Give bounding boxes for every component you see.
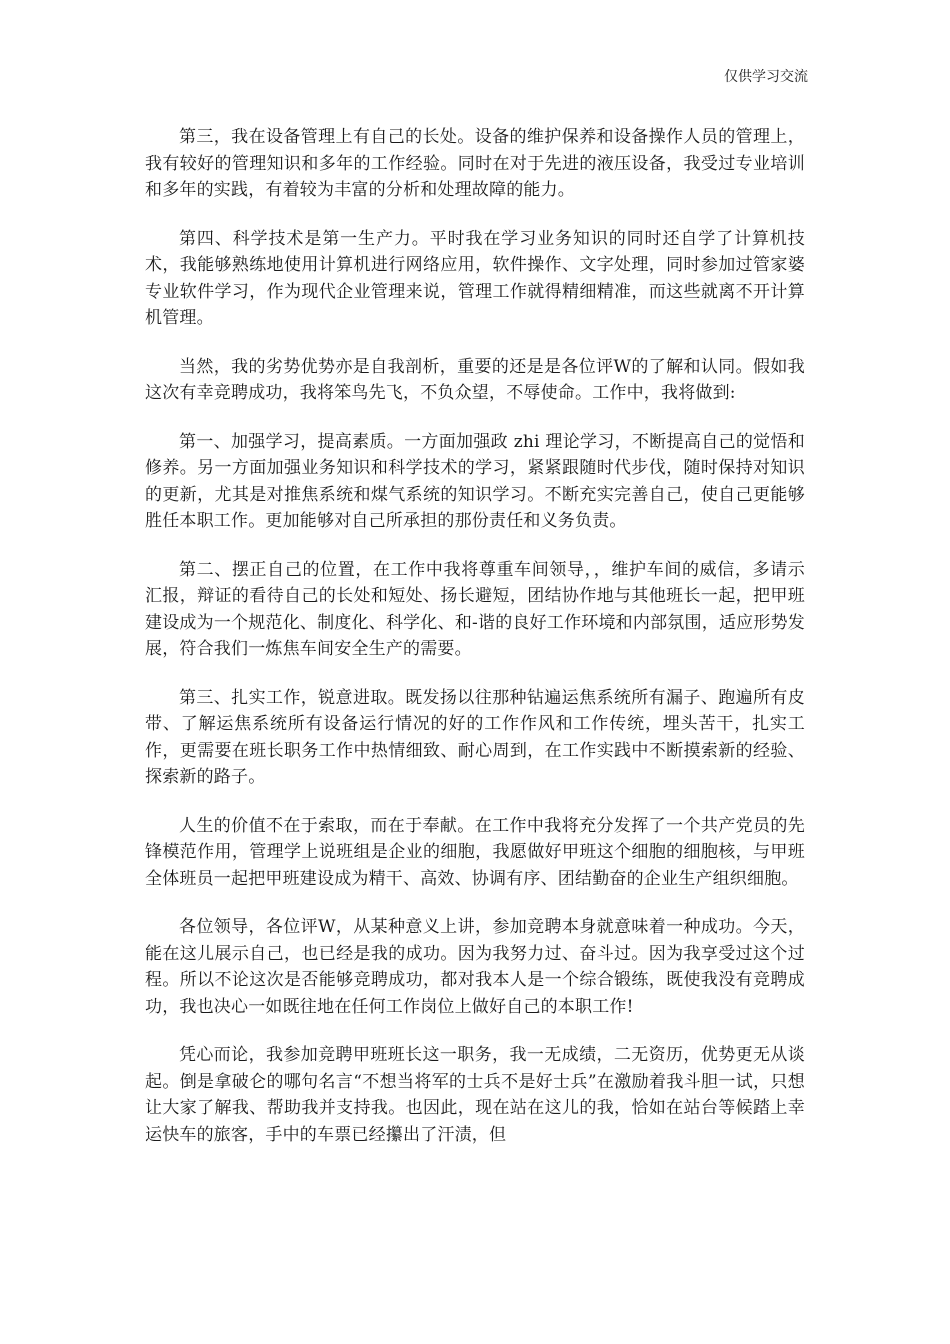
paragraph-4: 第一、加强学习，提高素质。一方面加强政 zhi 理论学习，不断提高自己的觉悟和修养。另一方面加强业务知识和科学技术的学习，紧紧跟随时代步伐，随时保持对知识的更新，尤其是对推焦系统和煤气系统的知识学习。不断充实完善自己，使自己更能够胜任本职工作。更加能够对自己所承担的那份责任和义务负责。 xyxy=(145,431,805,531)
paragraph-3: 当然，我的劣势优势亦是自我剖析，重要的还是是各位评W的了解和认同。假如我这次有幸竞聘成功，我将笨鸟先飞，不负众望，不辱使命。工作中，我将做到: xyxy=(145,356,805,403)
paragraph-2: 第四、科学技术是第一生产力。平时我在学习业务知识的同时还自学了计算机技术，我能够熟练地使用计算机进行网络应用，软件操作、文字处理，同时参加过管家婆专业软件学习，作为现代企业管理来说，管理工作就得精细精准，而这些就离不开计算机管理。 xyxy=(145,228,805,328)
header-note: 仅供学习交流 xyxy=(724,69,808,85)
paragraph-5: 第二、摆正自己的位置，在工作中我将尊重车间领导，，维护车间的威信，多请示汇报，辩证的看待自己的长处和短处、扬长避短，团结协作地与其他班长一起，把甲班建设成为一个规范化、制度化、科学化、和-谐的良好工作环境和内部氛围，适应形势发展，符合我们一炼焦车间安全生产的需要。 xyxy=(145,559,805,659)
paragraph-1: 第三，我在设备管理上有自己的长处。设备的维护保养和设备操作人员的管理上，我有较好的管理知识和多年的工作经验。同时在对于先进的液压设备，我受过专业培训和多年的实践，有着较为丰富的分析和处理故障的能力。 xyxy=(145,127,805,200)
document-body xyxy=(145,124,805,1170)
paragraph-8: 各位领导，各位评W，从某种意义上讲，参加竞聘本身就意味着一种成功。今天，能在这儿展示自己，也已经是我的成功。因为我努力过、奋斗过。因为我享受过这个过程。所以不论这次是否能够竞聘成功，都对我本人是一个综合锻练，既使我没有竞聘成功，我也决心一如既往地在任何工作岗位上做好自己的本职工作! xyxy=(145,917,805,1017)
paragraph-9: 凭心而论，我参加竞聘甲班班长这一职务，我一无成绩，二无资历，优势更无从谈起。倒是拿破仑的哪句名言“不想当将军的士兵不是好士兵”在激励着我斗胆一试，只想让大家了解我、帮助我并支持我。也因此，现在站在这儿的我，恰如在站台等候踏上幸运快车的旅客，手中的车票已经攥出了汗渍，但 xyxy=(145,1045,805,1145)
paragraph-6: 第三、扎实工作，锐意进取。既发扬以往那种钻遍运焦系统所有漏子、跑遍所有皮带、了解运焦系统所有设备运行情况的好的工作作风和工作传统，埋头苦干，扎实工作，更需要在班长职务工作中热情细致、耐心周到，在工作实践中不断摸索新的经验、探索新的路子。 xyxy=(145,687,805,787)
paragraph-7: 人生的价值不在于索取，而在于奉献。在工作中我将充分发挥了一个共产党员的先锋模范作用，管理学上说班组是企业的细胞，我愿做好甲班这个细胞的细胞核，与甲班全体班员一起把甲班建设成为精干、高效、协调有序、团结勤奋的企业生产组织细胞。 xyxy=(145,815,805,889)
